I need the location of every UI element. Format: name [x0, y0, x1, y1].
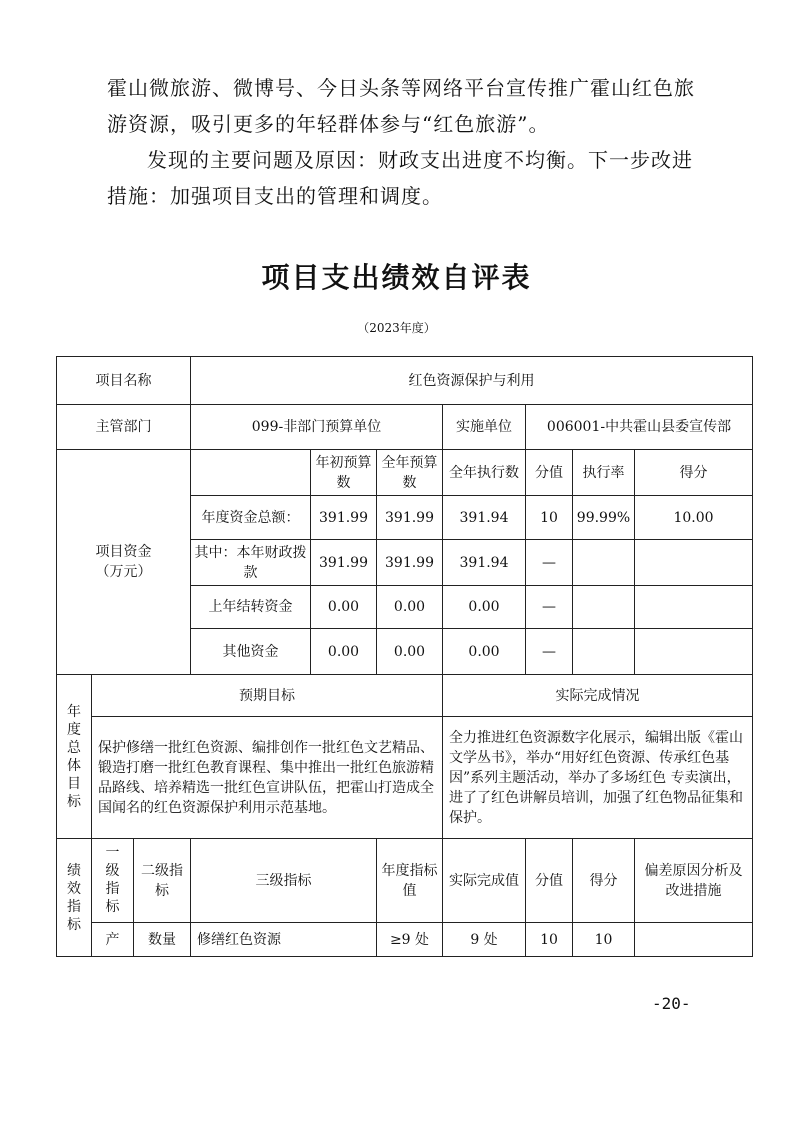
- perf-header-target: 年度指标值: [377, 839, 443, 923]
- perf-header-l2: 二级指标: [134, 839, 191, 923]
- funds-cell: —: [526, 586, 573, 629]
- funds-cell: 0.00: [443, 586, 526, 629]
- actual-label: 实际完成情况: [443, 675, 753, 717]
- performance-table: [56, 356, 753, 957]
- year-label: （2023年度）: [357, 321, 436, 335]
- funds-cell: 391.99: [377, 540, 443, 586]
- funds-header-score: 分值: [526, 450, 573, 496]
- perf-label: 绩效指标: [57, 839, 92, 957]
- funds-header-row: [57, 450, 753, 496]
- actual-text: 全力推进红色资源数字化展示，编辑出版《霍山文学丛书》，举办“用好红色资源、传承红色基因”系列主题活动，举办了多场红色 专卖演出，进了了红色讲解员培训，加强了红色物品征集和保护。: [443, 717, 753, 839]
- perf-header-l3: 三级指标: [191, 839, 377, 923]
- project-name-label: 项目名称: [57, 357, 191, 405]
- funds-cell: 10: [526, 496, 573, 540]
- perf-cell-actual: 9 处: [443, 923, 526, 957]
- funds-cell: 0.00: [311, 586, 377, 629]
- funds-label: 项目资金（万元）: [57, 450, 191, 675]
- perf-cell-got: 10: [573, 923, 635, 957]
- dept-value: 099-非部门预算单位: [191, 405, 443, 450]
- perf-row: [57, 923, 753, 957]
- row-department: [57, 405, 753, 450]
- funds-cell: [573, 586, 635, 629]
- funds-cell: [573, 540, 635, 586]
- intro-paragraph-1: 霍山微旅游、微博号、今日头条等网络平台宣传推广霍山红色旅游资源，吸引更多的年轻群体参与“红色旅游”。: [107, 76, 695, 136]
- perf-header-row: [57, 839, 753, 923]
- perf-header-score: 分值: [526, 839, 573, 923]
- funds-header-blank: [191, 450, 311, 496]
- funds-cell: 10.00: [635, 496, 753, 540]
- perf-cell-l3: 修缮红色资源: [191, 923, 377, 957]
- funds-header-full: 全年预算数: [377, 450, 443, 496]
- page-number: -20-: [652, 994, 691, 1013]
- funds-cell: —: [526, 629, 573, 675]
- funds-cell: 0.00: [311, 629, 377, 675]
- dept-label: 主管部门: [57, 405, 191, 450]
- funds-cell: 391.94: [443, 496, 526, 540]
- funds-cell: 391.94: [443, 540, 526, 586]
- funds-row-label: 年度资金总额：: [191, 496, 311, 540]
- funds-cell: 0.00: [443, 629, 526, 675]
- funds-header-rate: 执行率: [573, 450, 635, 496]
- funds-cell: 391.99: [377, 496, 443, 540]
- intro-paragraph-2: 发现的主要问题及原因：财政支出进度不均衡。下一步改进措施：加强项目支出的管理和调度。: [107, 148, 693, 208]
- perf-cell-note: [635, 923, 753, 957]
- funds-cell: [635, 540, 753, 586]
- project-name-value: 红色资源保护与利用: [191, 357, 753, 405]
- perf-header-actual: 实际完成值: [443, 839, 526, 923]
- funds-cell: [573, 629, 635, 675]
- funds-cell: 391.99: [311, 540, 377, 586]
- perf-header-got: 得分: [573, 839, 635, 923]
- impl-value: 006001-中共霍山县委宣传部: [526, 405, 753, 450]
- perf-header-note: 偏差原因分析及改进措施: [635, 839, 753, 923]
- funds-cell: [635, 629, 753, 675]
- page-title: 项目支出绩效自评表: [261, 261, 532, 294]
- funds-cell: [635, 586, 753, 629]
- perf-header-l1: 一级指标: [92, 839, 134, 923]
- funds-cell: 0.00: [377, 586, 443, 629]
- funds-row-label: 其他资金: [191, 629, 311, 675]
- funds-cell: 391.99: [311, 496, 377, 540]
- goals-content-row: [57, 717, 753, 839]
- funds-header-init: 年初预算数: [311, 450, 377, 496]
- goals-header-row: [57, 675, 753, 717]
- funds-cell: —: [526, 540, 573, 586]
- funds-header-got: 得分: [635, 450, 753, 496]
- perf-cell-l2: 数量: [134, 923, 191, 957]
- perf-cell-score: 10: [526, 923, 573, 957]
- funds-header-exec: 全年执行数: [443, 450, 526, 496]
- goals-label: 年度总体目标: [57, 675, 92, 839]
- perf-cell-l1: 产: [92, 923, 134, 957]
- expected-label: 预期目标: [92, 675, 443, 717]
- impl-label: 实施单位: [443, 405, 526, 450]
- funds-row-label: 其中：本年财政拨款: [191, 540, 311, 586]
- funds-cell: 0.00: [377, 629, 443, 675]
- perf-cell-target: ≥9 处: [377, 923, 443, 957]
- row-project-name: [57, 357, 753, 405]
- funds-cell: 99.99%: [573, 496, 635, 540]
- expected-text: 保护修缮一批红色资源、编排创作一批红色文艺精品、锻造打磨一批红色教育课程、集中推出一批红色旅游精品路线、培养精选一批红色宣讲队伍，把霍山打造成全国闻名的红色资源保护利用示范基地。: [92, 717, 443, 839]
- funds-row-label: 上年结转资金: [191, 586, 311, 629]
